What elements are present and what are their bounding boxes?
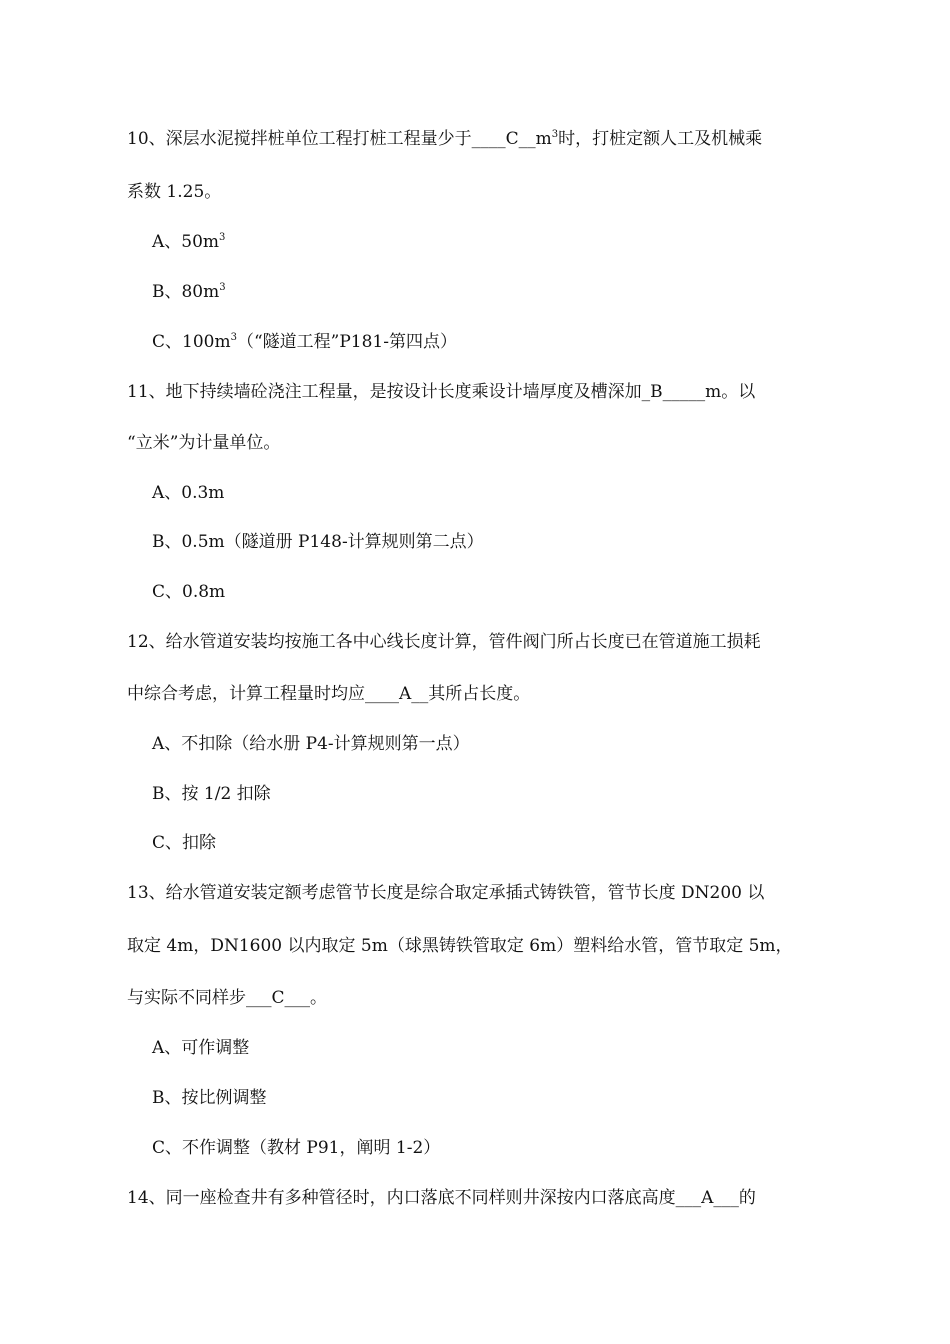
question-11-line-2: “立米”为计量单位。 [127, 433, 281, 453]
question-12-line-2: 中综合考虑，计算工程量时均应____A__其所占长度。 [127, 684, 531, 704]
question-11-option-a: A、0.3m [152, 483, 225, 503]
question-12-option-b: B、按 1/2 扣除 [152, 784, 271, 804]
question-11-option-b: B、0.5m（隧道册 P148-计算规则第二点） [152, 532, 484, 552]
question-12-line-1: 12、给水管道安装均按施工各中心线长度计算，管件阀门所占长度已在管道施工损耗 [127, 632, 761, 652]
question-13-line-2: 取定 4m，DN1600 以内取定 5m（球黑铸铁管取定 6m）塑料给水管，管节取定 5m， [127, 936, 793, 956]
question-13-option-b: B、按比例调整 [152, 1088, 267, 1108]
question-13-line-3: 与实际不同样步___C___。 [127, 988, 328, 1008]
question-13-line-1: 13、给水管道安装定额考虑管节长度是综合取定承插式铸铁管，管节长度 DN200 以 [127, 883, 765, 903]
question-10-option-c: C、$100m^3(“$隧道工程”P181-第四点） [152, 332, 457, 352]
question-11-line-1: 11、地下持续墙砼浇注工程量，是按设计长度乘设计墙厚度及槽深加_B_____m。以 [127, 382, 756, 402]
question-10-line-1: 10、深层水泥搅拌桩单位工程打桩工程量少于$\_\_\_\_C\_\_m^3$时，打桩定额人工及机械乘 [127, 129, 763, 149]
question-10-option-a: A、$50m^3$ [152, 232, 226, 252]
question-14-line-1: 14、同一座检查井有多种管径时，内口落底不同样则井深按内口落底高度___A___的 [127, 1188, 756, 1208]
question-13-option-a: A、可作调整 [152, 1038, 250, 1058]
question-10-option-b: B、$80m^3$ [152, 282, 226, 302]
question-11-option-c: C、0.8m [152, 582, 226, 602]
question-12-option-c: C、扣除 [152, 833, 217, 853]
question-12-option-a: A、不扣除（给水册 P4-计算规则第一点） [152, 734, 470, 754]
question-13-option-c: C、不作调整（教材 P91，阐明 1-2） [152, 1138, 441, 1158]
question-10-line-2: 系数 1.25。 [127, 182, 222, 202]
